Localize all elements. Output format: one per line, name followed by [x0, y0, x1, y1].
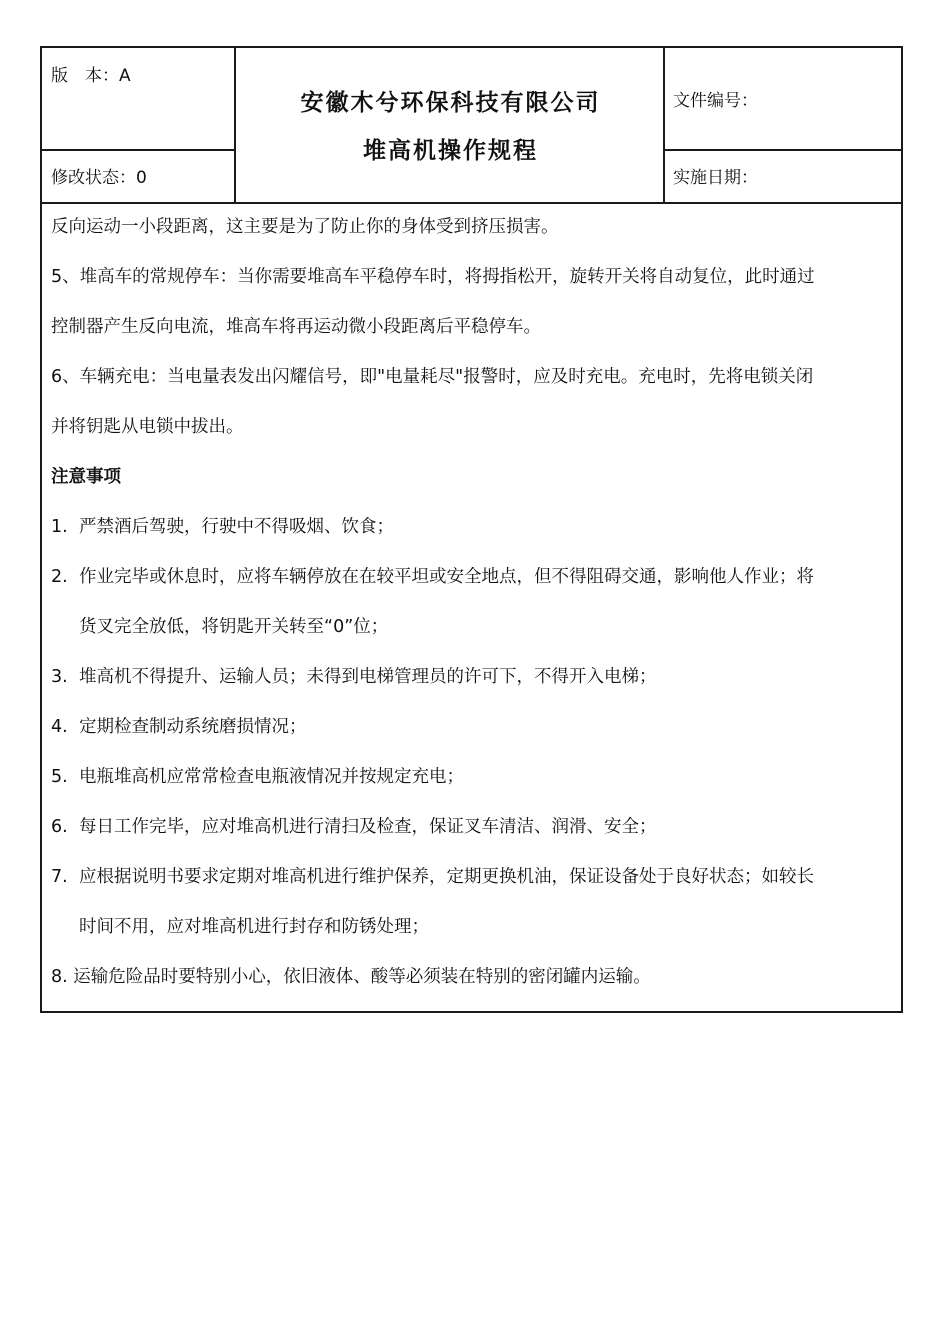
- header-divider-right: [663, 48, 665, 202]
- note-item-2: 2. 作业完毕或休息时，应将车辆停放在在较平坦或安全地点，但不得阻碍交通，影响他人作业；将: [51, 567, 814, 587]
- note-item-1: 1. 严禁酒后驾驶，行驶中不得吸烟、饮食；: [51, 517, 394, 537]
- notes-heading: 注意事项: [51, 467, 121, 487]
- note-item-5: 5. 电瓶堆高机应常常检查电瓶液情况并按规定充电；: [51, 767, 464, 787]
- paragraph-5-line-2: 控制器产生反向电流，堆高车将再运动微小段距离后平稳停车。: [51, 317, 541, 337]
- header-table: [42, 48, 901, 204]
- note-item-4: 4. 定期检查制动系统磨损情况；: [51, 717, 307, 737]
- paragraph-continued: 反向运动一小段距离，这主要是为了防止你的身体受到挤压损害。: [51, 217, 559, 237]
- note-item-7-continued: 时间不用，应对堆高机进行封存和防锈处理；: [79, 917, 429, 937]
- note-item-8: 8. 运输危险品时要特别小心，依旧液体、酸等必须装在特别的密闭罐内运输。: [51, 967, 651, 987]
- paragraph-6-line-2: 并将钥匙从电锁中拔出。: [51, 417, 244, 437]
- document-body: [51, 202, 893, 1002]
- file-number-label: 文件编号：: [673, 91, 758, 111]
- header-divider-left-row: [42, 149, 234, 151]
- header-divider-right-row: [665, 149, 901, 151]
- note-item-6: 6. 每日工作完毕，应对堆高机进行清扫及检查，保证叉车清洁、润滑、安全；: [51, 817, 657, 837]
- document-sheet: [40, 46, 903, 1013]
- paragraph-5-line-1: 5、堆高车的常规停车：当你需要堆高车平稳停车时，将拇指松开，旋转开关将自动复位，此时通过: [51, 267, 815, 287]
- version-label: 版 本：A: [51, 66, 131, 86]
- document-title: 堆高机操作规程: [363, 138, 538, 164]
- note-item-7: 7. 应根据说明书要求定期对堆高机进行维护保养，定期更换机油，保证设备处于良好状态；如较长: [51, 867, 814, 887]
- note-item-2-continued: 货叉完全放低，将钥匙开关转至“0”位；: [79, 617, 389, 637]
- revision-label: 修改状态：0: [51, 168, 147, 188]
- paragraph-6-line-1: 6、车辆充电：当电量表发出闪耀信号，即"电量耗尽"报警时，应及时充电。充电时，先将电锁关闭: [51, 367, 814, 387]
- header-divider-left: [234, 48, 236, 202]
- note-item-3: 3. 堆高机不得提升、运输人员；未得到电梯管理员的许可下，不得开入电梯；: [51, 667, 657, 687]
- company-name: 安徽木兮环保科技有限公司: [300, 90, 601, 116]
- effective-date-label: 实施日期：: [673, 168, 758, 188]
